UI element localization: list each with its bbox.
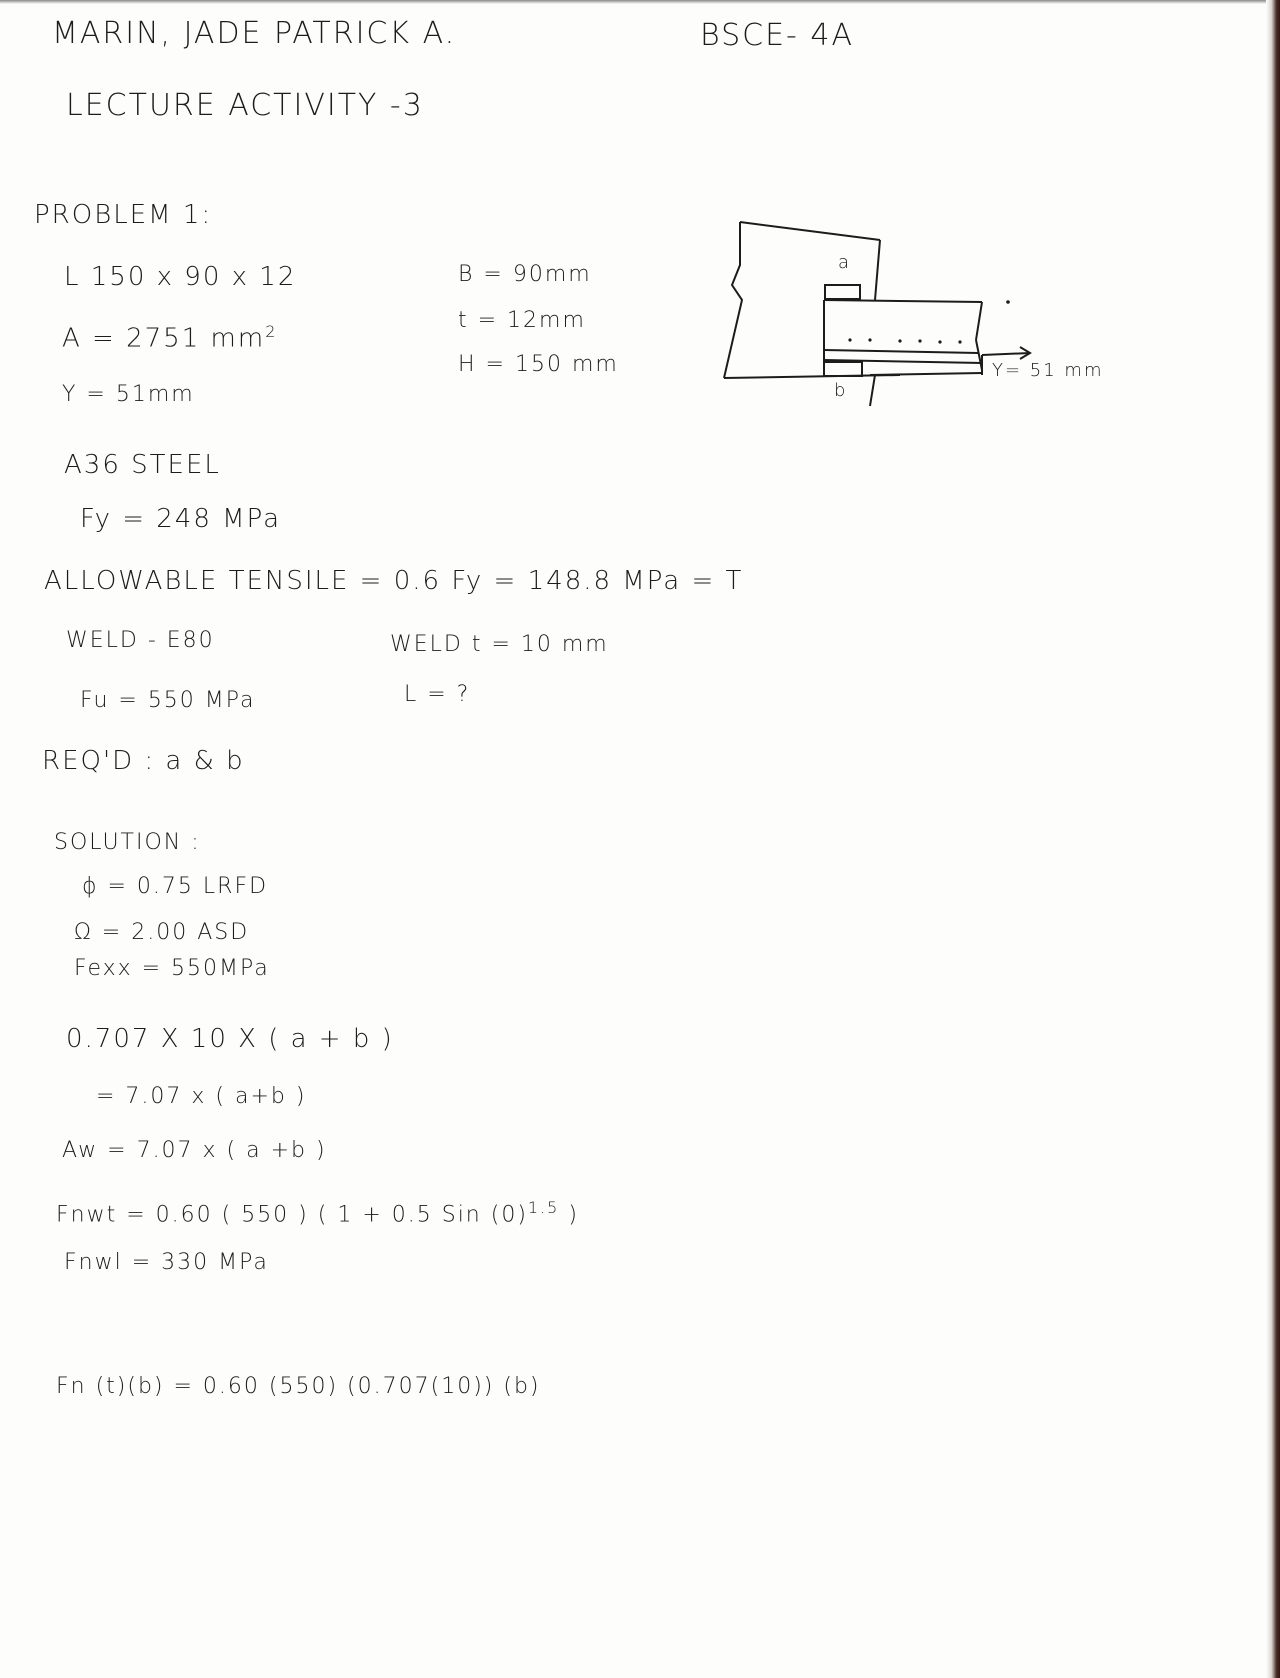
weld-length: L = ? <box>404 682 471 707</box>
area-value <box>62 322 277 354</box>
fn-equation: Fn (t)(b) = 0.60 (550) (0.707(10)) (b) <box>56 1374 541 1399</box>
weld-area: Aw = 7.07 x ( a +b ) <box>62 1138 327 1163</box>
fnwt-text: Fnwt = 0.60 ( 550 ) ( 1 + 0.5 Sin (0) <box>56 1202 528 1228</box>
diagram-label-y: Y= 51 mm <box>992 360 1104 381</box>
weld-thickness: WELD t = 10 mm <box>390 632 609 657</box>
h-value: H = 150 mm <box>458 352 619 377</box>
student-name: MARIN, JADE PATRICK A. <box>52 16 457 51</box>
steel-grade: A36 STEEL <box>64 450 221 480</box>
section-size: L 150 x 90 x 12 <box>64 262 297 292</box>
area-text: A = 2751 mm <box>62 323 266 354</box>
fu-value: Fu = 550 MPa <box>80 688 256 713</box>
equation-2: = 7.07 x ( a+b ) <box>96 1084 307 1109</box>
fnwl-value: Fnwl = 330 MPa <box>64 1250 269 1275</box>
weld-type: WELD - E80 <box>66 628 215 653</box>
fnwt-exponent: 1.5 <box>527 1198 560 1217</box>
page-right-edge <box>1266 0 1280 1678</box>
fexx-value: Fexx = 550MPa <box>74 956 270 981</box>
page-top-shadow <box>0 0 1280 4</box>
b-value: B = 90mm <box>458 262 592 287</box>
equation-1: 0.707 X 10 X ( a + b ) <box>66 1024 394 1054</box>
required: REQ'D : a & b <box>42 746 245 776</box>
student-section: BSCE- 4A <box>700 18 855 53</box>
weld-connection-diagram <box>720 210 1120 410</box>
fnwt-equation <box>56 1198 579 1227</box>
solution-label: SOLUTION : <box>54 830 201 855</box>
y-value: Y = 51mm <box>62 382 195 407</box>
problem-label: PROBLEM 1: <box>34 200 213 230</box>
omega-value: Ω = 2.00 ASD <box>74 920 250 945</box>
area-exponent: 2 <box>265 322 278 341</box>
activity-title: LECTURE ACTIVITY -3 <box>66 88 424 123</box>
diagram-label-b: b <box>834 380 848 401</box>
t-value: t = 12mm <box>458 308 586 333</box>
fy-value: Fy = 248 MPa <box>80 504 282 534</box>
phi-value: ϕ = 0.75 LRFD <box>82 874 269 899</box>
diagram-label-a: a <box>838 252 852 273</box>
fnwt-close: ) <box>568 1202 579 1228</box>
allowable-tensile: ALLOWABLE TENSILE = 0.6 Fy = 148.8 MPa = T <box>44 566 744 596</box>
